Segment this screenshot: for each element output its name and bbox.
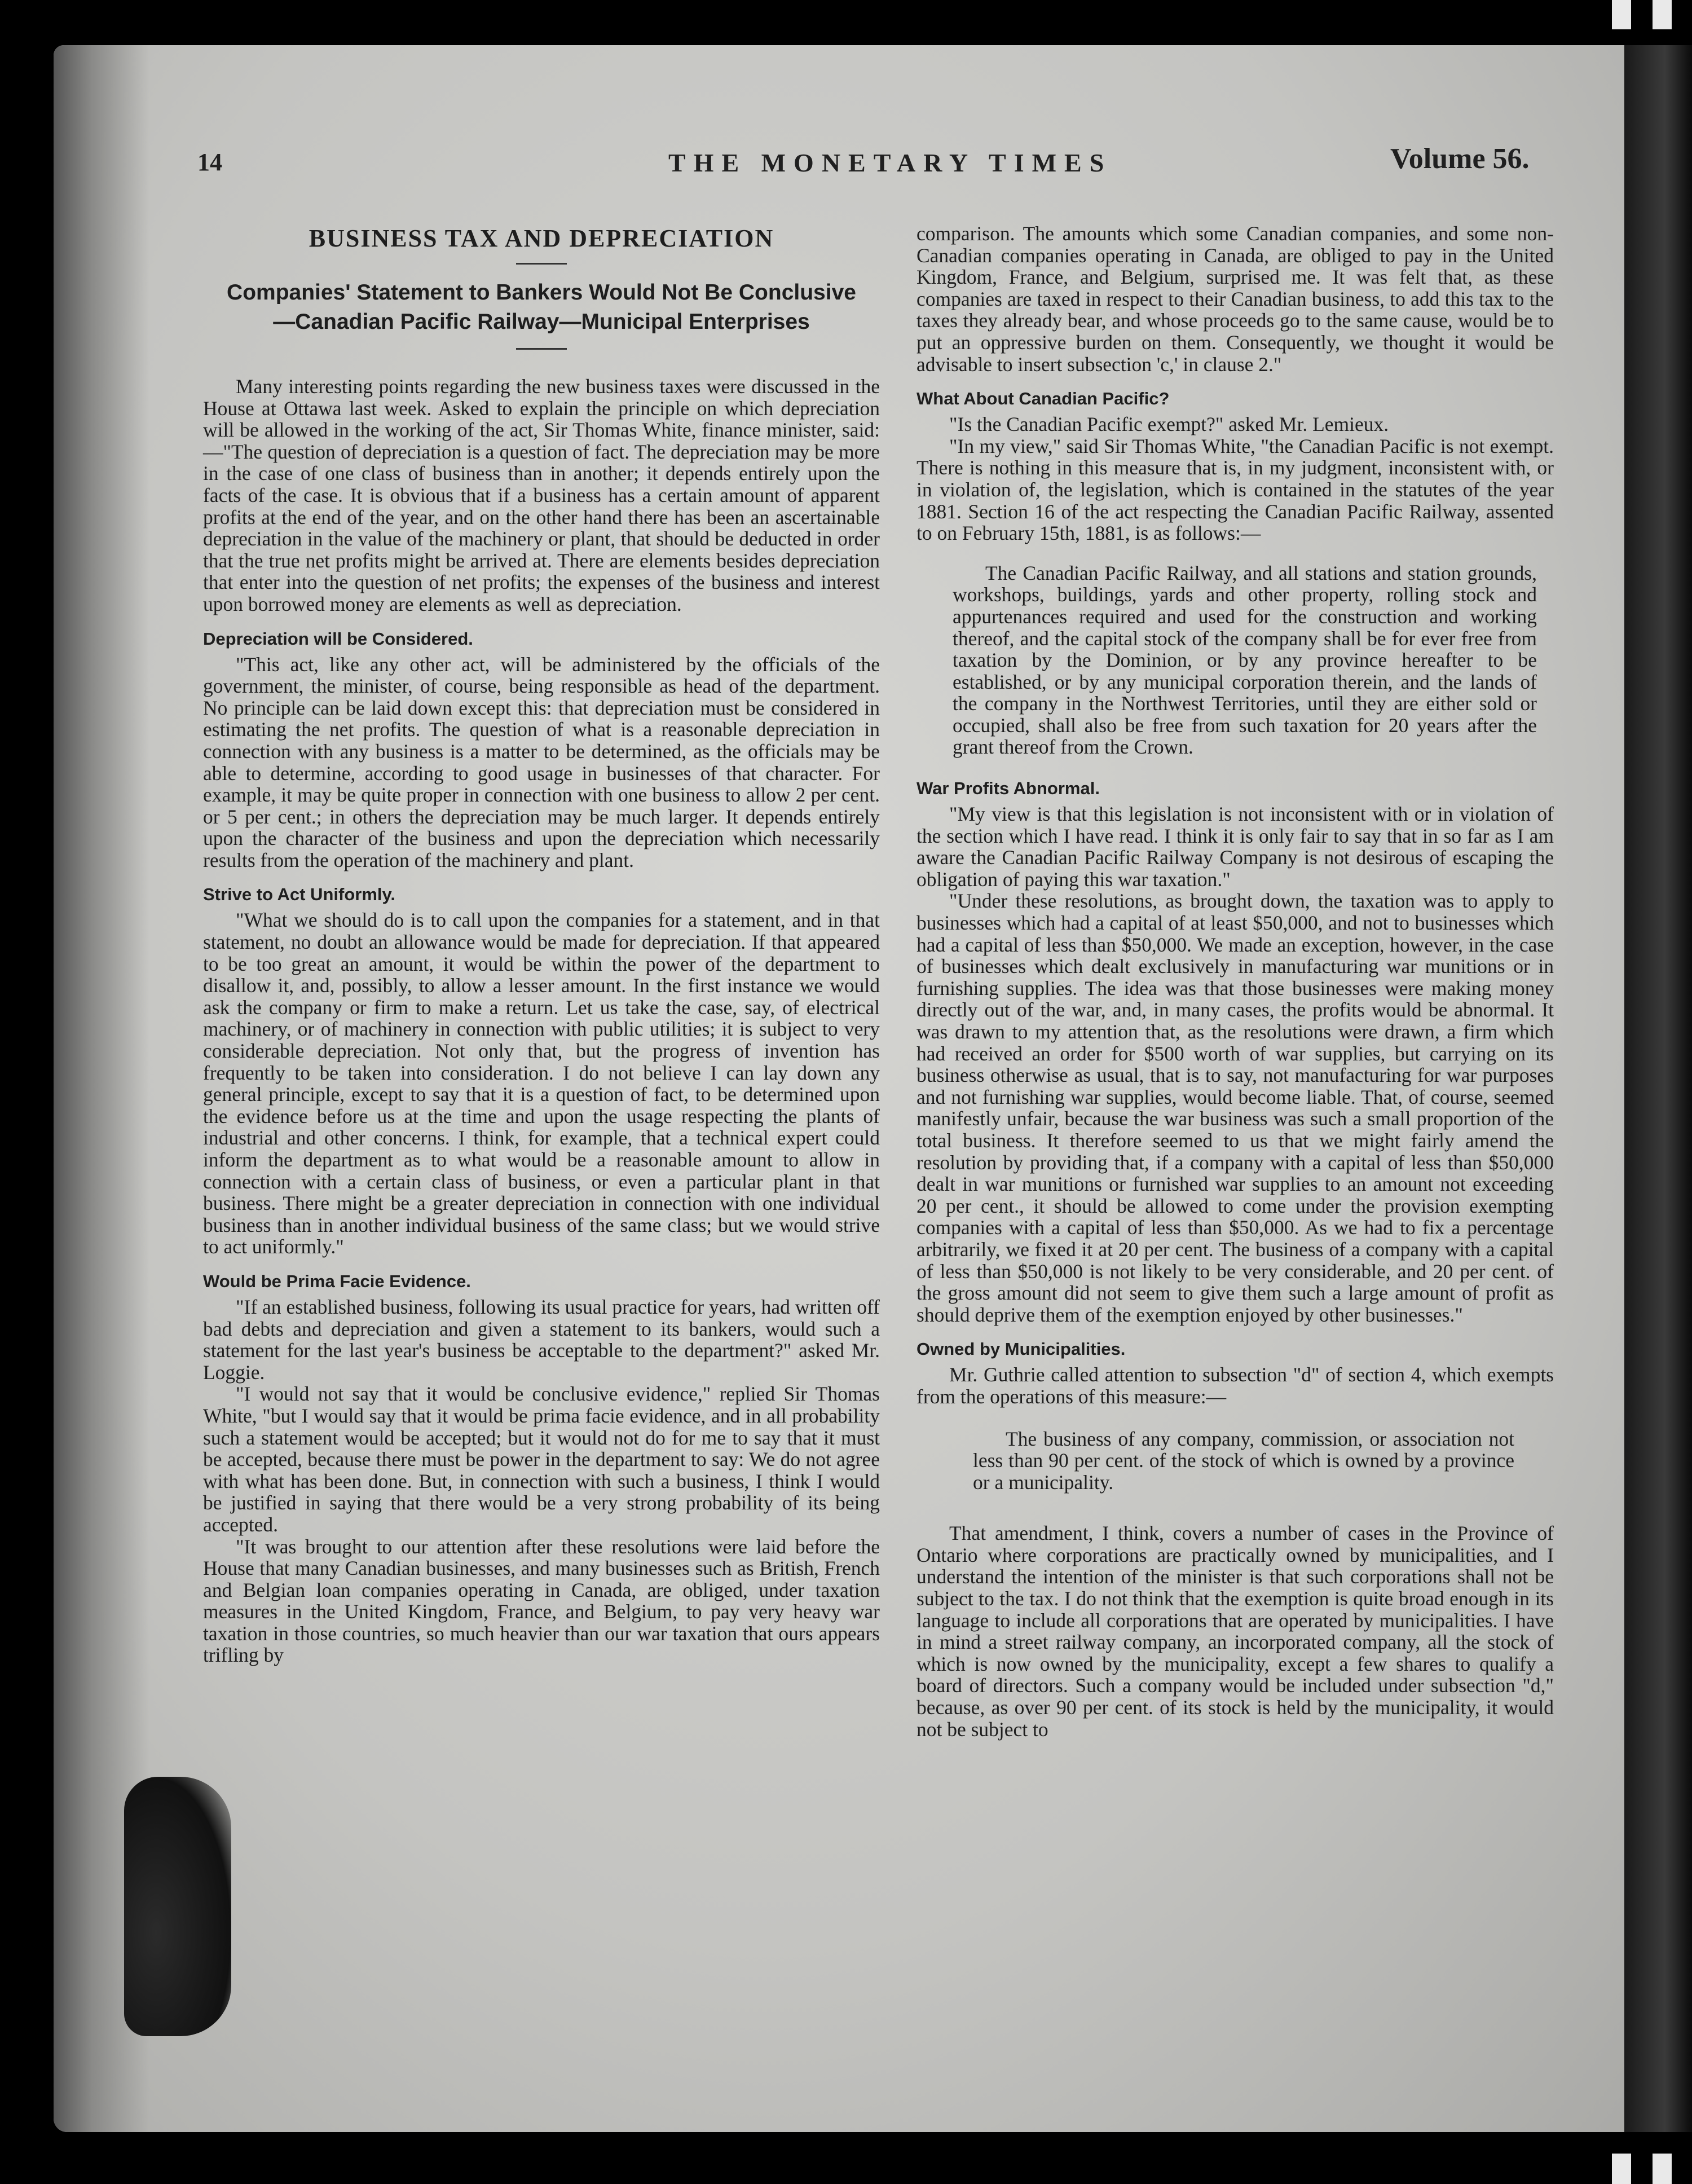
subtitle-rule	[516, 348, 567, 350]
section-heading: What About Canadian Pacific?	[916, 389, 1170, 409]
film-sprocket-mark	[1653, 2154, 1672, 2184]
paragraph: Many interesting points regarding the new business taxes were discussed in the House at Ottawa last week. Asked to explain the principle on which depreciation will be allowed in the working of the act, Sir Thomas White, finance minister, said:—"The question of depreciation is a question of fact. The depreciation may be more in the case of one class of business than in another; it depends entirely upon the facts of the case. It is obvious that if a business has a certain amount of apparent profits at the end of the year, and on the other hand there has been an ascertainable depreciation in the value of the machinery or plant, that should be deducted in order that the true net profits might be arrived at. There are elements besides depreciation that enter into the question of net profits; the expenses of the business and interest upon borrowed money are elements as well as depreciation.	[203, 375, 880, 615]
paragraph: "It was brought to our attention after these resolutions were laid before the House that many Canadian businesses, and many businesses such as British, French and Belgian loan companies operating in Canada, are obliged, under taxation measures in the United Kingdom, France, and Belgium, to pay very heavy war taxation in those countries, so much heavier than our war taxation that ours appears trifling by	[203, 1535, 880, 1667]
section-heading: War Profits Abnormal.	[916, 778, 1100, 799]
paragraph: Mr. Guthrie called attention to subsection "d" of section 4, which exempts from the operations of this measure:—	[916, 1363, 1554, 1408]
article-subtitle: Companies' Statement to Bankers Would Not Be Conclusive—Canadian Pacific Railway—Municipal Enterprises	[227, 280, 856, 334]
paragraph: "This act, like any other act, will be administered by the officials of the government, the minister, of course, being responsible as head of the department. No principle can be laid down except this: that depreciation must be considered in estimating the net profits. The question of what is a reasonable depreciation in connection with any business is a matter to be determined, as the officials may be able to determine, according to good usage in businesses of that character. For example, it may be quite proper in connection with one business to allow 2 per cent. or 5 per cent.; in others the depreciation may be much larger. It depends entirely upon the character of the business and upon the depreciation which necessarily results from the operation of the machinery and plant.	[203, 653, 880, 871]
section-heading: Strive to Act Uniformly.	[203, 884, 396, 905]
paragraph: "Under these resolutions, as brought down, the taxation was to apply to businesses which had a capital of at least $50,000, and not to businesses which had a capital of less than $50,000. We made an exception, however, in the case of businesses which dealt exclusively in manufacturing war munitions or in furnishing supplies. The idea was that those businesses were making money directly out of the war, and, in many cases, the profits would be abnormal. It was drawn to my attention that, as the resolutions were drawn, a firm which had received an order for $500 worth of war supplies, but carrying on its business otherwise as usual, that is to say, not manufacturing for war purposes and not furnishing war supplies, would become liable. That, of course, seemed manifestly unfair, because the war business was such a small proportion of the total business. It therefore seemed to us that we might fairly amend the resolution by providing that, if a company with a capital of less than $50,000 dealt in war munitions or furnished war supplies to an amount not exceeding 20 per cent., it should be allowed to come under the provision exempting companies with a capital of less than $50,000. As we had to fix a percentage arbitrarily, we fixed it at 20 per cent. The business of a company with a capital of less than $50,000 is not likely to be very considerable, and 20 per cent. of the gross amount did not seem to give them such a large amount of profit as should deprive them of the exemption enjoyed by other businesses."	[916, 890, 1554, 1326]
paragraph: "Is the Canadian Pacific exempt?" asked Mr. Lemieux.	[949, 413, 1389, 436]
page-number: 14	[197, 148, 222, 176]
thumb-shadow	[124, 1777, 231, 2036]
paragraph: "I would not say that it would be conclusive evidence," replied Sir Thomas White, "but I would say that it would be prima facie evidence, and in all probability such a statement would be accepted; but it would not do for me to say that it must be accepted, because there must be power in the department to say: We do not agree with what has been done. But, in connection with such a business, I think I would be justified in saying that there would be a very strong probability of its being accepted.	[203, 1382, 880, 1536]
film-sprocket-mark	[1612, 0, 1631, 29]
section-heading: Owned by Municipalities.	[916, 1339, 1126, 1359]
facing-page-edge	[1624, 45, 1692, 2132]
paragraph: "In my view," said Sir Thomas White, "the Canadian Pacific is not exempt. There is nothing in this measure that is, in my judgment, inconsistent with, or in violation of, the legislation, which is contained in the statutes of the year 1881. Section 16 of the act respecting the Canadian Pacific Railway, assented to on February 15th, 1881, is as follows:—	[916, 434, 1554, 545]
article-title: BUSINESS TAX AND DEPRECIATION	[309, 224, 774, 252]
film-sprocket-mark	[1612, 2154, 1631, 2184]
left-column	[203, 217, 880, 1666]
paragraph: That amendment, I think, covers a number of cases in the Province of Ontario where corporations are practically owned by municipalities, and I understand the intention of the minister is that such corporations shall not be subject to the tax. I do not think that the exemption is quite broad enough in its language to include all corporations that are operated by municipalities. I have in mind a street railway company, an incorporated company, all the stock of which is now owned by the municipality, except a few shares to qualify a board of directors. Such a company would be included under subsection "d," because, as over 90 per cent. of its stock is held by the municipality, it would not be subject to	[916, 1522, 1554, 1741]
paragraph: comparison. The amounts which some Canadian companies, and some non-Canadian companies operating in Canada, are obliged to pay in the United Kingdom, France, and Belgium, surprised me. It was felt that, as these companies are taxed in respect to their Canadian business, to add this tax to the taxes they already bear, and whose proceeds go to the same cause, would be to put an oppressive burden on them. Consequently, we thought it would be advisable to insert subsection 'c,' in clause 2."	[916, 222, 1554, 376]
right-column	[916, 223, 1554, 1740]
statute-quote	[953, 562, 1537, 758]
subsection-quote	[973, 1428, 1514, 1494]
paragraph: "My view is that this legislation is not inconsistent with or in violation of the section which I have read. I think it is only fair to say that in so far as I am aware the Canadian Pacific Railway Company is not desirous of escaping the obligation of paying this war taxation."	[916, 803, 1554, 891]
title-rule	[516, 263, 567, 265]
paragraph: "What we should do is to call upon the companies for a statement, and in that statement, no doubt an allowance would be made for depreciation. If that appeared to be too great an amount, it would be within the power of the department to disallow it, and, possibly, to allow a lesser amount. In the first instance we would ask the company or firm to make a return. Let us take the case, say, of electrical machinery, or of machinery in connection with public utilities; it is subject to very considerable depreciation. Not only that, but the progress of invention has frequently to be taken into consideration. I do not believe I can lay down any general principle, except to say that it is a question of fact, to be determined upon the evidence before us at the time and upon the usage respecting the plants of industrial and other concerns. I think, for example, that a technical expert could inform the department as to what would be a reasonable amount to allow in connection with a certain class of business, or even a particular plant in that business. There might be a greater depreciation in connection with one individual business than in another individual business of the same class; but we would strive to act uniformly."	[203, 909, 880, 1258]
volume-label: Volume 56.	[1390, 143, 1530, 175]
paragraph: "If an established business, following its usual practice for years, had written off bad debts and depreciation and given a statement to its bankers, would such a statement for the last year's business be acceptable to the department?" asked Mr. Loggie.	[203, 1295, 880, 1384]
quote-text: The Canadian Pacific Railway, and all stations and station grounds, workshops, buildings, yards and other property, rolling stock and appurtenances required and used for the construction and working thereof, and the capital stock of the company shall be for ever free from taxation by the Dominion, or by any province hereafter to be established, or by any municipal corporation therein, and the lands of the company in the Northwest Territories, until they are either sold or occupied, shall also be free from such taxation for 20 years after the grant thereof from the Crown.	[953, 561, 1537, 759]
film-sprocket-mark	[1653, 0, 1672, 29]
quote-text: The business of any company, commission, or association not less than 90 per cent. of the stock of which is owned by a province or a municipality.	[973, 1427, 1514, 1494]
section-heading: Depreciation will be Considered.	[203, 628, 473, 649]
running-head: THE MONETARY TIMES	[668, 148, 1112, 177]
section-heading: Would be Prima Facie Evidence.	[203, 1271, 471, 1291]
